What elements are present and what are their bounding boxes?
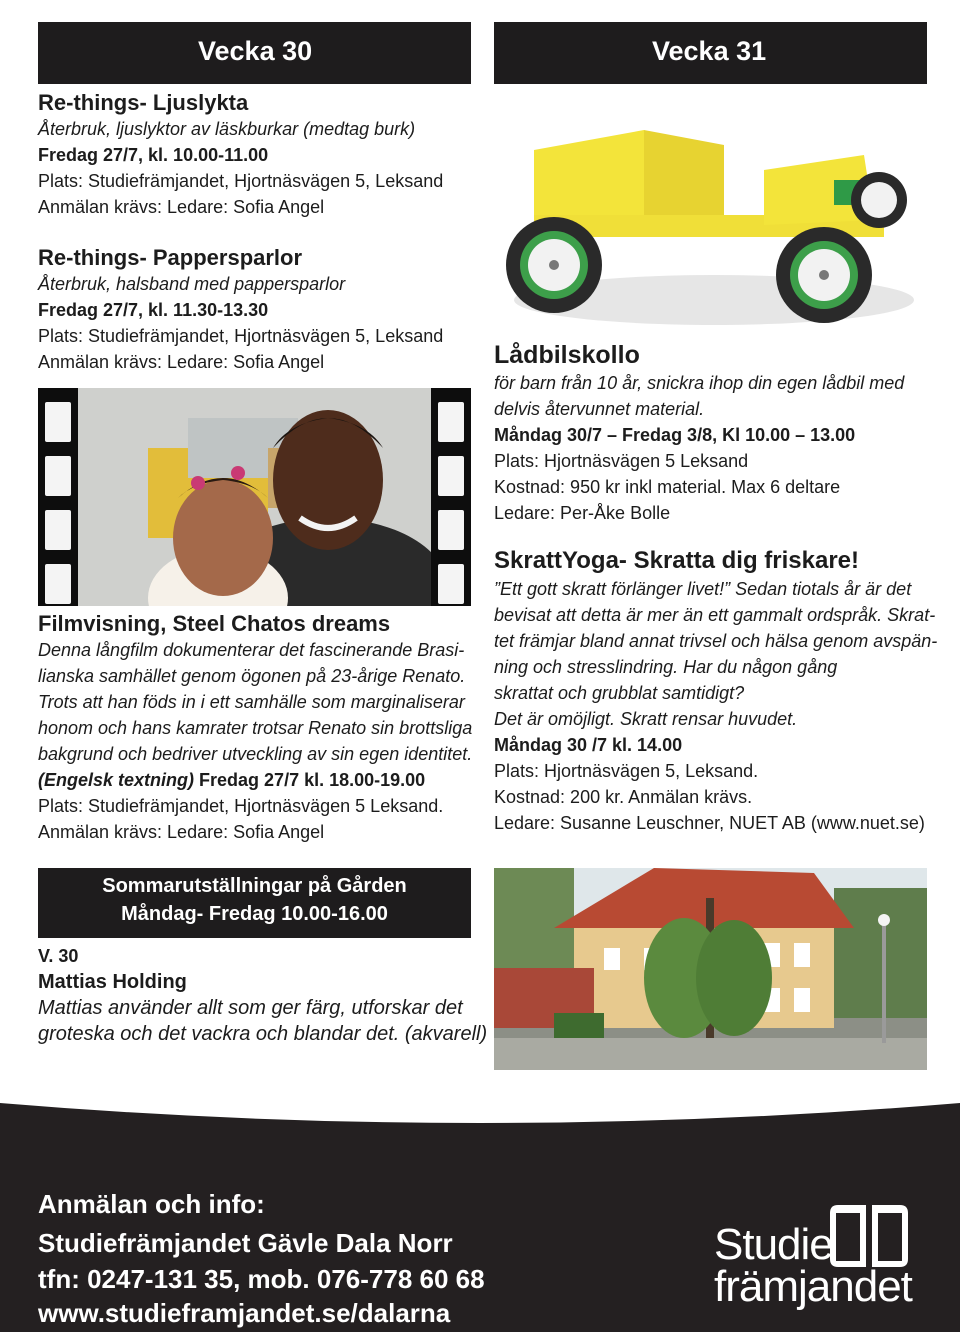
wheel-back	[851, 172, 907, 228]
ladbil-leader: Ledare: Per-Åke Bolle	[494, 503, 671, 523]
yoga-title: SkrattYoga- Skratta dig friskare!	[494, 547, 860, 574]
logo-text-line1: Studie	[714, 1220, 833, 1269]
yoga-place: Plats: Hjortnäsvägen 5, Leksand.	[494, 761, 759, 781]
yoga-desc-line: ”Ett gott skratt förlänger livet!” Sedan tiotals år är det	[494, 579, 912, 599]
week30-label: Vecka 30	[198, 36, 313, 66]
exhibit-bar-line1: Sommarutställningar på Gården	[102, 875, 407, 897]
film-desc-line: bakgrund och bedriver utveckling av sin egen identitet.	[38, 744, 473, 764]
film-when-line	[38, 767, 472, 793]
yoga-desc-line: Det är omöjligt. Skratt rensar huvudet.	[494, 709, 798, 729]
logo-text-line2: främjandet	[714, 1262, 912, 1311]
film-desc-line: honom och hans kamrater trotsar Renato sin brottsliga	[38, 718, 473, 738]
exhibit-info	[38, 943, 487, 1047]
exhibit-artist: Mattias Holding	[38, 971, 187, 993]
footer-top-curve	[0, 1103, 960, 1163]
footer	[0, 1103, 960, 1332]
film-photo	[38, 388, 471, 606]
soapbox-car-illustration	[494, 100, 927, 332]
exhibit-bar-line2: Måndag- Fredag 10.00-16.00	[121, 903, 388, 925]
wheel-left	[506, 217, 602, 313]
film-desc-line: lianska samhället genom ögonen på 23-årige Renato.	[38, 666, 466, 686]
ladbil-title: Lådbilskollo	[494, 341, 640, 369]
film-signup: Anmälan krävs: Ledare: Sofia Angel	[38, 822, 325, 842]
footer-heading: Anmälan och info:	[38, 1189, 265, 1219]
event-desc: Återbruk, ljuslyktor av läskburkar (medtag burk)	[38, 119, 416, 139]
yoga-desc-line: skrattat och grubblat samtidigt?	[494, 683, 745, 703]
exhibit-desc: Mattias använder allt som ger färg, utforskar det	[38, 997, 463, 1019]
soapbox-car-photo	[494, 100, 927, 332]
yoga-leader: Ledare: Susanne Leuschner, NUET AB (www.nuet.se)	[494, 813, 925, 833]
yoga-cost: Kostnad: 200 kr. Anmälan krävs.	[494, 787, 753, 807]
ladbil-cost: Kostnad: 950 kr inkl material. Max 6 deltare	[494, 477, 841, 497]
yoga-desc-line: tet främjar bland annat trivsel och hälsa genom avspän-	[494, 631, 938, 651]
event-when: Fredag 27/7, kl. 10.00-11.00	[38, 145, 269, 165]
footer-url[interactable]: www.studieframjandet.se/dalarna	[38, 1298, 451, 1328]
house-photo	[494, 868, 927, 1070]
house-illustration	[494, 868, 927, 1070]
ladbil-place: Plats: Hjortnäsvägen 5 Leksand	[494, 451, 749, 471]
film-title: Filmvisning, Steel Chatos dreams	[38, 611, 391, 636]
ladbil-desc: för barn från 10 år, snickra ihop din egen lådbil med	[494, 373, 905, 393]
ladbil-desc: delvis återvunnet material.	[494, 399, 705, 419]
film-photo-illustration	[38, 388, 471, 606]
footer-org: Studiefrämjandet Gävle Dala Norr	[38, 1228, 453, 1258]
ladbil-when: Måndag 30/7 – Fredag 3/8, Kl 10.00 – 13.00	[494, 425, 856, 445]
film-place: Plats: Studiefrämjandet, Hjortnäsvägen 5 Leksand.	[38, 796, 444, 816]
yoga-desc-line: bevisat att detta är mer än ett gammalt ordspråk. Skrat-	[494, 605, 936, 625]
exhibit-bar	[38, 868, 471, 938]
event-title: Re-things- Ljuslykta	[38, 90, 249, 115]
film-when: Fredag 27/7 kl. 18.00-19.00	[199, 770, 426, 790]
week31-label: Vecka 31	[652, 36, 767, 66]
film-strip-right	[431, 388, 471, 606]
event-place: Plats: Studiefrämjandet, Hjortnäsvägen 5, Leksand	[38, 326, 444, 346]
film-strip-left	[38, 388, 78, 606]
event-place: Plats: Studiefrämjandet, Hjortnäsvägen 5, Leksand	[38, 171, 444, 191]
event-signup: Anmälan krävs: Ledare: Sofia Angel	[38, 197, 325, 217]
week31-header	[494, 22, 927, 84]
event-skrattyoga	[494, 546, 937, 836]
film-desc-line: Trots att han föds in i ett samhälle som marginaliserar	[38, 692, 465, 712]
event-papperparlor	[38, 245, 443, 375]
exhibit-week: V. 30	[38, 946, 79, 966]
exhibit-desc: groteska och det vackra och blandar det. (akvarell)	[38, 1023, 488, 1045]
event-title: Re-things- Pappersparlor	[38, 245, 303, 270]
film-desc-line: Denna långfilm dokumenterar det fascinerande Brasi-	[38, 640, 465, 660]
film-subtitle-note: (Engelsk textning)	[38, 770, 195, 790]
event-ljuslykta	[38, 90, 443, 220]
event-signup: Anmälan krävs: Ledare: Sofia Angel	[38, 352, 325, 372]
week30-header	[38, 22, 471, 84]
event-when: Fredag 27/7, kl. 11.30-13.30	[38, 300, 269, 320]
yoga-desc-line: ning och stresslindring. Har du någon gång	[494, 657, 838, 677]
book-icon	[826, 1203, 916, 1269]
footer-phone: tfn: 0247-131 35, mob. 076-778 60 68	[38, 1264, 485, 1294]
wheel-right	[776, 227, 872, 323]
event-ladbil	[494, 340, 904, 526]
yoga-when: Måndag 30 /7 kl. 14.00	[494, 735, 683, 755]
event-film	[38, 611, 472, 845]
event-desc: Återbruk, halsband med pappersparlor	[38, 274, 346, 294]
